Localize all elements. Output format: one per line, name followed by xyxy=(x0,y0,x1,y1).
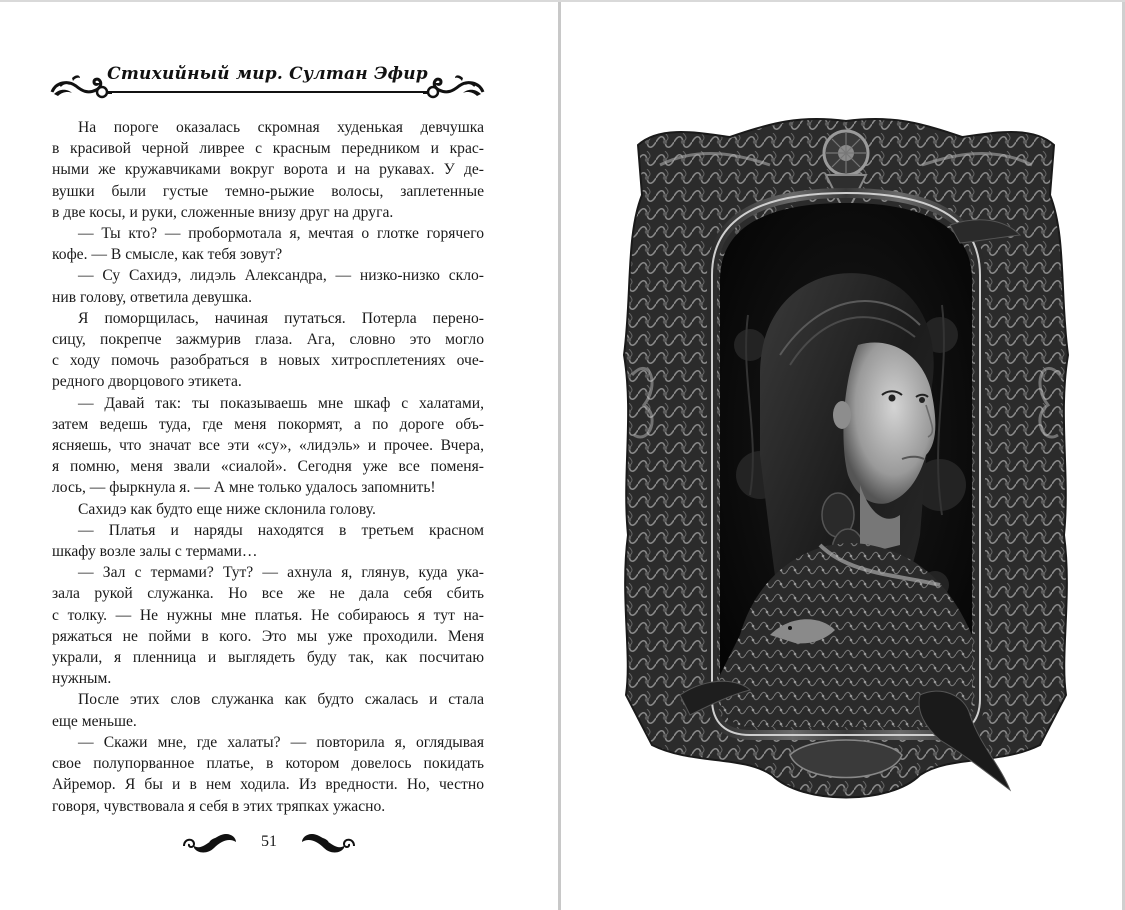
paragraph xyxy=(52,562,484,689)
text-line: с толку. — Не нужны мне платья. Не собираюсь я тут на- xyxy=(52,606,484,624)
page-footer xyxy=(180,828,358,860)
running-head-title: Стихийный мир. Султан Эфир xyxy=(107,64,428,84)
text-line: Сахидэ как будто еще ниже склонила голову. xyxy=(78,500,376,518)
text-line: На пороге оказалась скромная худенькая девчушка xyxy=(78,119,484,136)
paragraph xyxy=(52,732,484,817)
text-line: говоря, чувствовала я себя в этих тряпках ужасно. xyxy=(52,797,386,815)
text-line: шкафу возле залы с термами… xyxy=(52,543,258,561)
paragraph xyxy=(52,393,484,499)
text-line: ными же кружавчиками вокруг ворота и на рукавах. У де- xyxy=(52,161,484,179)
text-line: ряжаться не пойми в кого. Это мы уже проходили. Меня xyxy=(52,627,484,645)
text-line: в две косы, и руки, сложенные внизу друг на друга. xyxy=(52,203,394,221)
paragraph xyxy=(52,689,484,731)
text-line: редного дворцового этикета. xyxy=(52,373,242,391)
left-page xyxy=(0,2,558,910)
running-head xyxy=(50,64,485,104)
paragraph xyxy=(52,499,484,520)
text-line: — Зал с термами? Тут? — ахнула я, глянув, куда ука- xyxy=(78,564,484,582)
text-line: — Ты кто? — пробормотала я, мечтая о глотке горячего xyxy=(78,225,484,243)
flourish-ornament-icon xyxy=(423,72,485,102)
text-line: затем ведешь туда, где меня покормят, а по дороге объ- xyxy=(52,415,484,433)
paragraph xyxy=(52,117,484,223)
text-line: еще меньше. xyxy=(52,712,137,730)
text-line: — Скажи мне, где халаты? — повторила я, оглядывая xyxy=(78,733,484,751)
text-line: кофе. — В смысле, как тебя зовут? xyxy=(52,246,283,264)
text-line: нужным. xyxy=(52,670,112,688)
paragraph xyxy=(52,223,484,265)
text-line: сицу, покрепче зажмурив глаза. Ага, словно это могло xyxy=(52,331,484,349)
text-line: Я поморщилась, начиная путаться. Потерла перено- xyxy=(78,309,484,327)
text-line: ясняешь, что значат все эти «су», «лидэль» и прочее. Вчера, xyxy=(52,437,484,455)
paragraph xyxy=(52,308,484,393)
paragraph xyxy=(52,520,484,562)
paragraph xyxy=(52,265,484,307)
portrait-illustration xyxy=(620,115,1072,815)
text-line: вушки были густые темно-рыжие волосы, заплетенные xyxy=(52,182,484,200)
text-line: украли, я пленница и выглядеть буду так, как посчитаю xyxy=(52,649,484,667)
text-line: в красивой черной ливрее с красным передником и крас- xyxy=(52,140,484,158)
text-line: я помню, меня звали «сиалой». Сегодня уже все поменя- xyxy=(52,458,484,476)
text-line: — Су Сахидэ, лидэль Александра, — низко-низко скло- xyxy=(78,267,484,285)
text-line: нив голову, ответила девушка. xyxy=(52,288,252,306)
text-line: — Давай так: ты показываешь мне шкаф с халатами, xyxy=(78,394,484,412)
text-line: свое полупорванное платье, в котором довелось покидать xyxy=(52,755,484,773)
text-line: зала рукой служанка. Но все же не дала себя сбить xyxy=(52,585,484,603)
page-number: 51 xyxy=(261,833,277,850)
swirl-ornament-icon xyxy=(298,830,358,856)
text-line: — Платья и наряды находятся в третьем красном xyxy=(78,521,484,539)
body-text xyxy=(52,117,484,817)
header-rule xyxy=(108,91,427,93)
text-line: с ходу помочь разобраться в новых хитросплетениях оче- xyxy=(52,352,484,370)
text-line: Айремор. Я бы и в нем ходила. Из вредности. Но, честно xyxy=(52,776,484,794)
text-line: После этих слов служанка как будто сжалась и стала xyxy=(78,691,484,709)
text-line: лось, — фыркнула я. — А мне только удалось запомнить! xyxy=(52,479,436,497)
